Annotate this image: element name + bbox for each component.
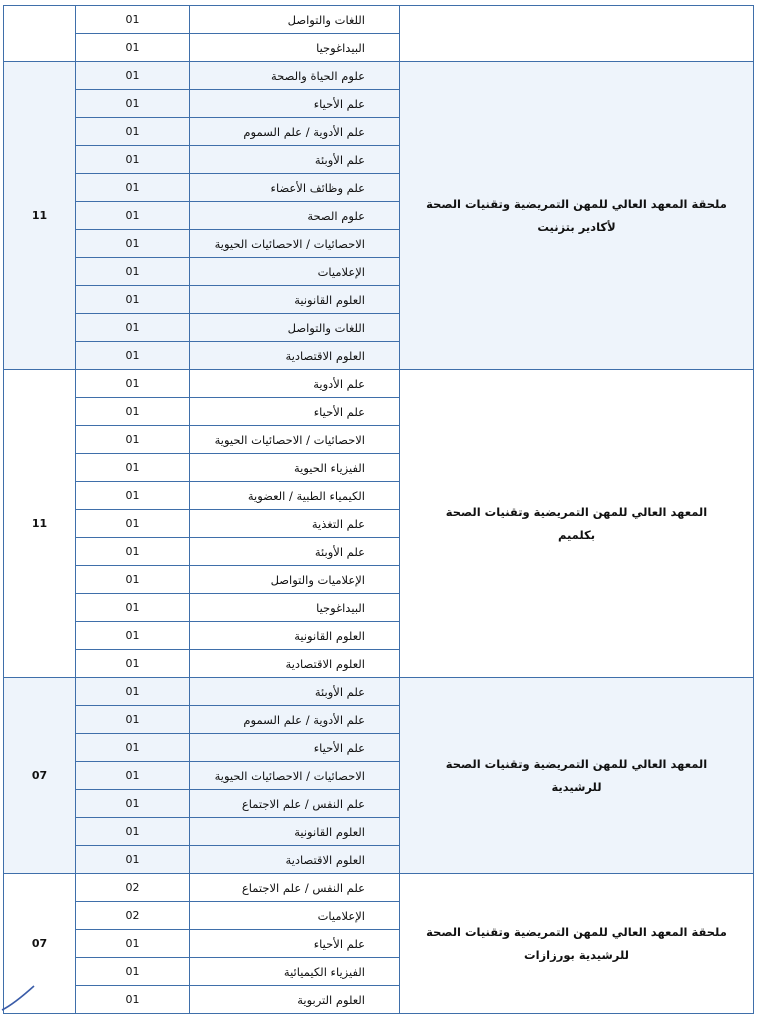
- group-total-cell: 11: [4, 62, 76, 370]
- subject-name-cell: البيداغوجيا: [190, 34, 400, 62]
- subject-name-cell: علم التغذية: [190, 510, 400, 538]
- subject-count-cell: 01: [76, 790, 190, 818]
- subject-count-cell: 01: [76, 846, 190, 874]
- subject-count-cell: 01: [76, 286, 190, 314]
- institution-name-line: بكلميم: [557, 527, 596, 542]
- subject-count-cell: 01: [76, 230, 190, 258]
- group-total-cell: 11: [4, 370, 76, 678]
- subject-name-cell: البيداغوجيا: [190, 594, 400, 622]
- subject-name-cell: علم الأوبئة: [190, 146, 400, 174]
- subject-count-cell: 01: [76, 818, 190, 846]
- subject-name-cell: علم الأوبئة: [190, 538, 400, 566]
- subject-count-cell: 01: [76, 594, 190, 622]
- subject-count-cell: 01: [76, 6, 190, 34]
- subject-name-cell: علم الأدوية / علم السموم: [190, 706, 400, 734]
- subject-count-cell: 01: [76, 342, 190, 370]
- subject-name-cell: علم النفس / علم الاجتماع: [190, 790, 400, 818]
- institution-name-line: للرشيدية بورزازات: [524, 947, 629, 962]
- subject-name-cell: العلوم القانونية: [190, 622, 400, 650]
- subject-count-cell: 01: [76, 146, 190, 174]
- subject-name-cell: العلوم القانونية: [190, 286, 400, 314]
- subject-count-cell: 01: [76, 650, 190, 678]
- subject-name-cell: الإعلاميات: [190, 902, 400, 930]
- subject-name-cell: علوم الصحة: [190, 202, 400, 230]
- subject-name-cell: الفيزياء الحيوية: [190, 454, 400, 482]
- positions-table-body: [4, 6, 754, 1014]
- subject-count-cell: 01: [76, 174, 190, 202]
- subject-count-cell: 01: [76, 930, 190, 958]
- subject-count-cell: 01: [76, 958, 190, 986]
- table-row: [4, 370, 754, 398]
- subject-count-cell: 01: [76, 706, 190, 734]
- table-row: [4, 678, 754, 706]
- subject-name-cell: اللغات والتواصل: [190, 6, 400, 34]
- institution-name-line: لأكادير بتزنيت: [537, 219, 616, 234]
- institution-cell: [400, 62, 754, 370]
- subject-name-cell: الكيمياء الطبية / العضوية: [190, 482, 400, 510]
- subject-count-cell: 01: [76, 762, 190, 790]
- subject-count-cell: 01: [76, 426, 190, 454]
- subject-count-cell: 01: [76, 118, 190, 146]
- subject-count-cell: 01: [76, 398, 190, 426]
- subject-count-cell: 01: [76, 202, 190, 230]
- subject-count-cell: 01: [76, 258, 190, 286]
- institution-cell: [400, 678, 754, 874]
- subject-name-cell: الإعلاميات: [190, 258, 400, 286]
- subject-count-cell: 01: [76, 482, 190, 510]
- subject-name-cell: علم الأحياء: [190, 398, 400, 426]
- subject-count-cell: 01: [76, 986, 190, 1014]
- subject-name-cell: علم وظائف الأعضاء: [190, 174, 400, 202]
- subject-name-cell: علم الأدوية / علم السموم: [190, 118, 400, 146]
- pen-stroke-mark: [0, 982, 40, 1012]
- subject-count-cell: 01: [76, 314, 190, 342]
- subject-count-cell: 01: [76, 734, 190, 762]
- subject-name-cell: الإعلاميات والتواصل: [190, 566, 400, 594]
- subject-name-cell: علم الأحياء: [190, 90, 400, 118]
- subject-count-cell: 01: [76, 510, 190, 538]
- subject-name-cell: العلوم القانونية: [190, 818, 400, 846]
- subject-name-cell: الفيزياء الكيميائية: [190, 958, 400, 986]
- subject-name-cell: العلوم التربوية: [190, 986, 400, 1014]
- subject-name-cell: علم النفس / علم الاجتماع: [190, 874, 400, 902]
- subject-count-cell: 01: [76, 622, 190, 650]
- subject-name-cell: الاحصائيات / الاحصائيات الحيوية: [190, 230, 400, 258]
- institution-name-line: ملحقة المعهد العالي للمهن التمريضية وتقنيات الصحة: [426, 924, 727, 939]
- table-row: [4, 6, 754, 34]
- subject-name-cell: علوم الحياة والصحة: [190, 62, 400, 90]
- subject-count-cell: 02: [76, 874, 190, 902]
- subject-count-cell: 01: [76, 678, 190, 706]
- subject-count-cell: 01: [76, 566, 190, 594]
- institution-cell: [400, 370, 754, 678]
- group-total-cell: [4, 6, 76, 62]
- institution-name-line: ملحقة المعهد العالي للمهن التمريضية وتقنيات الصحة: [426, 196, 727, 211]
- subject-name-cell: علم الأوبئة: [190, 678, 400, 706]
- subject-count-cell: 01: [76, 34, 190, 62]
- subject-name-cell: علم الأحياء: [190, 734, 400, 762]
- subject-count-cell: 01: [76, 62, 190, 90]
- subject-name-cell: اللغات والتواصل: [190, 314, 400, 342]
- subject-count-cell: 01: [76, 538, 190, 566]
- institution-name-line: المعهد العالي للمهن التمريضية وتقنيات الصحة: [445, 756, 708, 771]
- subject-count-cell: 01: [76, 370, 190, 398]
- table-row: [4, 62, 754, 90]
- subject-name-cell: العلوم الاقتصادية: [190, 846, 400, 874]
- institution-cell: [400, 6, 754, 62]
- subject-name-cell: علم الأدوية: [190, 370, 400, 398]
- subject-name-cell: علم الأحياء: [190, 930, 400, 958]
- subject-name-cell: العلوم الاقتصادية: [190, 650, 400, 678]
- subject-count-cell: 01: [76, 454, 190, 482]
- institution-name-line: المعهد العالي للمهن التمريضية وتقنيات الصحة: [445, 504, 708, 519]
- subject-name-cell: الاحصائيات / الاحصائيات الحيوية: [190, 762, 400, 790]
- positions-table: [3, 5, 754, 1014]
- group-total-cell: 07: [4, 678, 76, 874]
- group-total-cell: 07: [4, 874, 76, 1014]
- institution-name-line: للرشيدية: [551, 779, 602, 794]
- subject-count-cell: 02: [76, 902, 190, 930]
- institution-cell: [400, 874, 754, 1014]
- positions-table-sheet: [3, 5, 753, 1014]
- subject-name-cell: الاحصائيات / الاحصائيات الحيوية: [190, 426, 400, 454]
- subject-count-cell: 01: [76, 90, 190, 118]
- subject-name-cell: العلوم الاقتصادية: [190, 342, 400, 370]
- table-row: [4, 874, 754, 902]
